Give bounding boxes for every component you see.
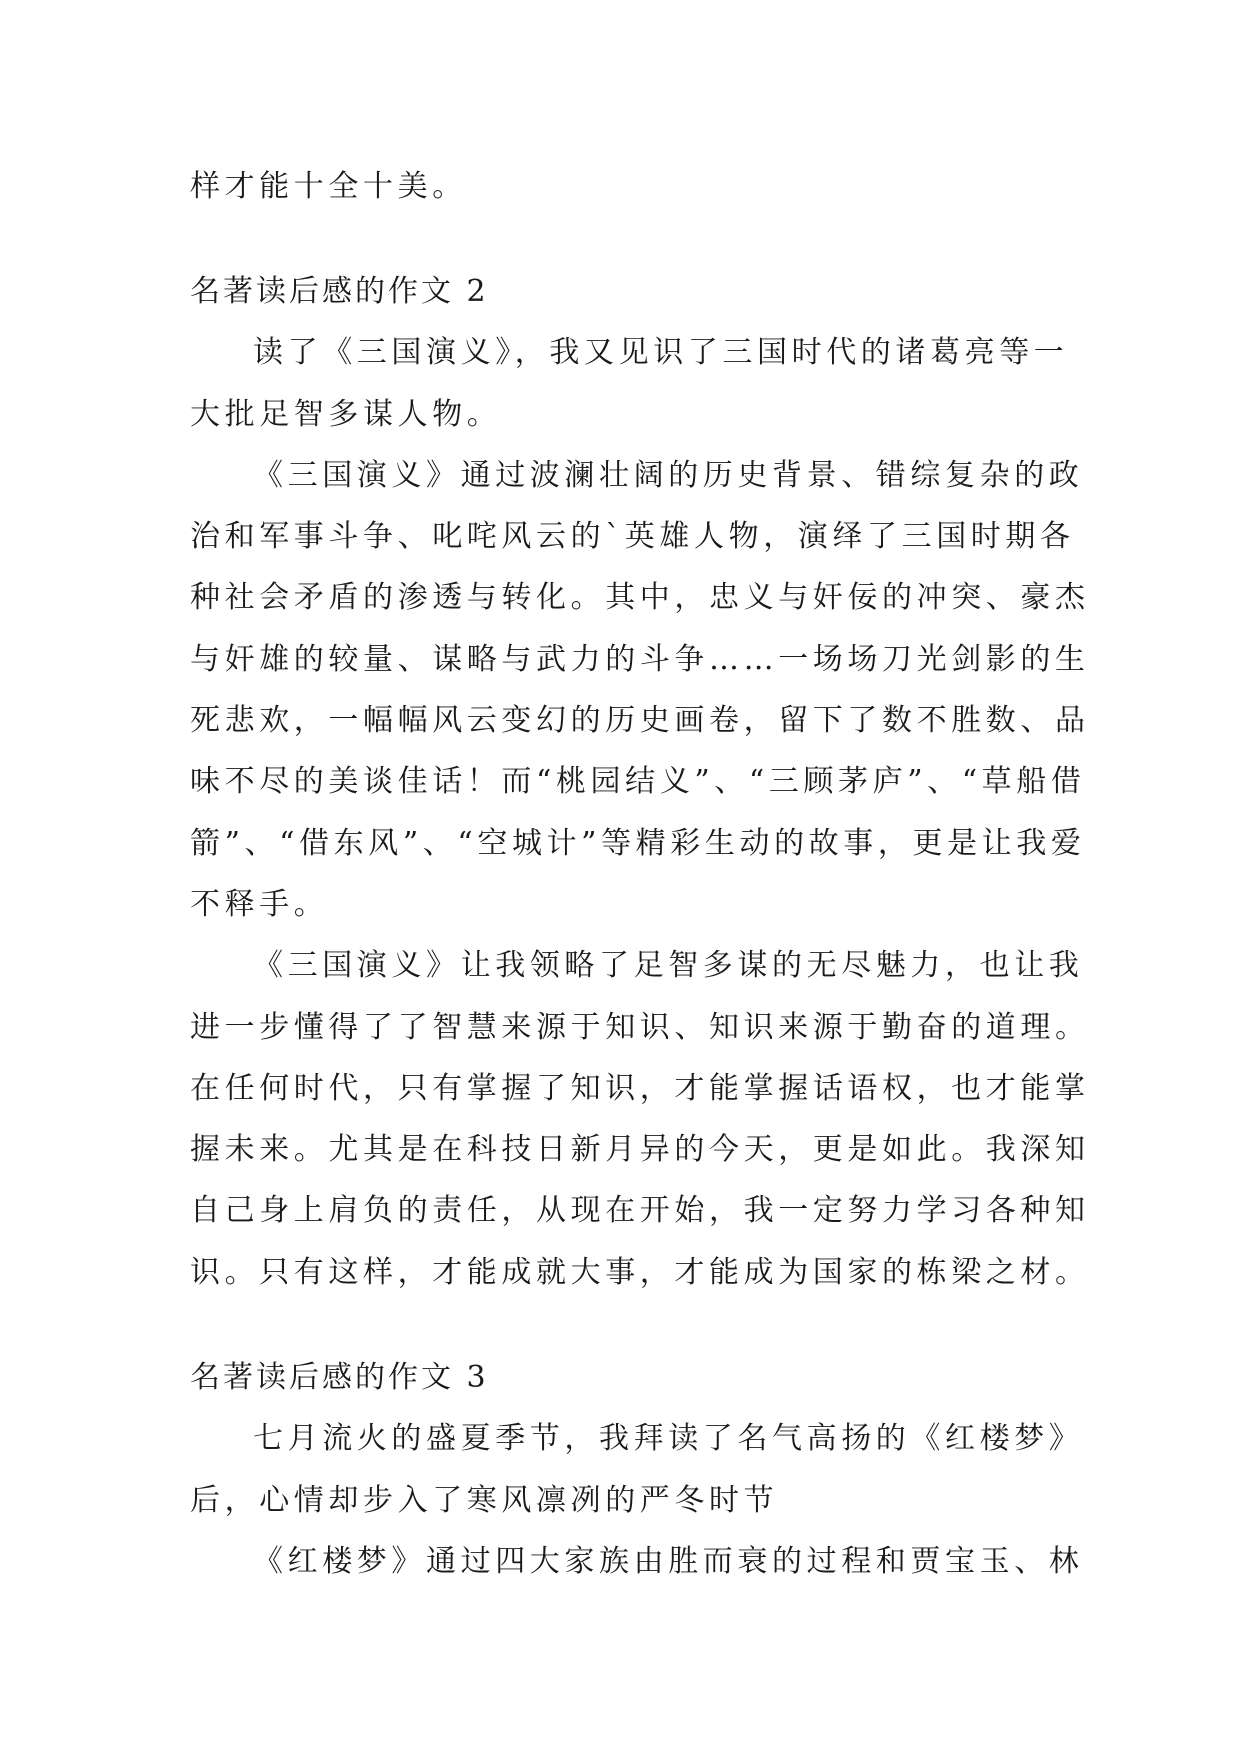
text-line: 与奸雄的较量、谋略与武力的斗争……一场场刀光剑影的生: [190, 642, 1090, 677]
section-heading: 名著读后感的作文 2: [190, 274, 489, 309]
text-line: 不释手。: [190, 887, 329, 922]
text-line: 握未来。尤其是在科技日新月异的今天，更是如此。我深知: [190, 1132, 1090, 1167]
text-line: 七月流火的盛夏季节，我拜读了名气高扬的《红楼梦》: [253, 1421, 1084, 1456]
text-line: 进一步懂得了了智慧来源于知识、知识来源于勤奋的道理。: [190, 1010, 1090, 1045]
text-line: 在任何时代，只有掌握了知识，才能掌握话语权，也才能掌: [190, 1071, 1090, 1106]
text-line: 箭”、“借东风”、“空城计”等精彩生动的故事，更是让我爱: [190, 826, 1086, 861]
text-line: 《三国演义》通过波澜壮阔的历史背景、错综复杂的政: [253, 458, 1084, 493]
text-line: 味不尽的美谈佳话！而“桃园结义”、“三顾茅庐”、“草船借: [190, 764, 1086, 799]
text-line: 自己身上肩负的责任，从现在开始，我一定努力学习各种知: [190, 1193, 1090, 1228]
text-line: 读了《三国演义》，我又见识了三国时代的诸葛亮等一: [253, 335, 1069, 370]
section-heading: 名著读后感的作文 3: [190, 1360, 489, 1395]
text-line: 死悲欢，一幅幅风云变幻的历史画卷，留下了数不胜数、品: [190, 703, 1090, 738]
text-line: 识。只有这样，才能成就大事，才能成为国家的栋梁之材。: [190, 1255, 1090, 1290]
text-line: 样才能十全十美。: [190, 169, 467, 204]
text-line: 治和军事斗争、叱咤风云的`英雄人物，演绎了三国时期各: [190, 519, 1075, 554]
text-line: 后，心情却步入了寒风凛冽的严冬时节: [190, 1483, 779, 1518]
text-line: 《三国演义》让我领略了足智多谋的无尽魅力，也让我: [253, 948, 1084, 983]
text-line: 种社会矛盾的渗透与转化。其中，忠义与奸佞的冲突、豪杰: [190, 580, 1090, 615]
text-line: 大批足智多谋人物。: [190, 397, 502, 432]
text-line: 《红楼梦》通过四大家族由胜而衰的过程和贾宝玉、林: [253, 1544, 1084, 1579]
